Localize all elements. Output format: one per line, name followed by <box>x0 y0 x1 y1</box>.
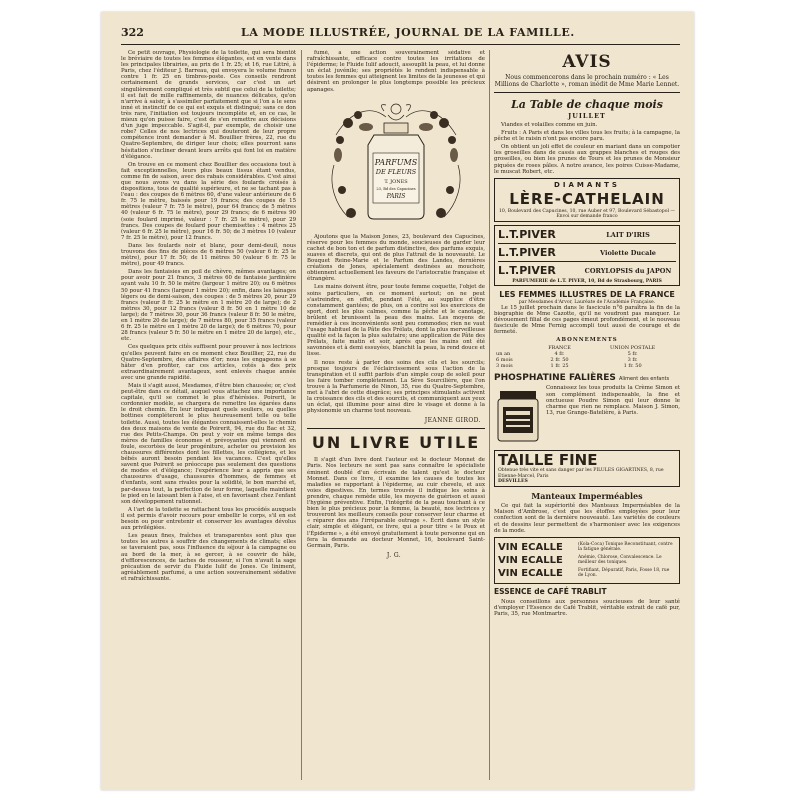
article-paragraph: Les peaux fines, fraîches et transparentes sont plus que toutes les autres à souffrir des changements de climats; elles se taveraient pas, sous l'influence du séjour à la campagne ou au bord de la mer, à se gercer, à se couvrir de hâle, d'efflorescences, de taches de rousseur, si l'on n'avait la sage précaution de servir du Fluide Iulif de Jones. Ce liniment, agréablement parfumé, a une action souverainement sédative et rafraîchissante. <box>121 533 296 582</box>
article-paragraph: Dans les fantaisies en poil de chèvre, mêmes avantages; on pour avoir pour 21 francs, 3 mètres 60 de fantaisie jardinière ayant valu 10 fr. 50 le mètre (largeur 1 mètre 20); ou 6 mètres 50 pour 41 francs (largeur 1 mètre 20); enfin, dans les lainages légers ou de demi-saison, des coupes : de 5 mètres 20, pour 29 francs (valeur 8 fr. 25 le mètre en 1 mètre 20 de large); de 2 mètres 30, pour 12 francs (valeur 8 fr. 50 en 1 mètre 10 de large); de 7 mètres 30, pour 36 francs (valeur 8 fr. 50 le mètre, en 1 mètre 20 de large); de 7 mètres 80, pour 35 francs (valeur 6 fr. 25 le mètre en 1 mètre 20 de large); de 6 mètres 70, pour 28 francs (valeur 5 fr. 50 le mètre en 1 mètre 20 de large), etc., etc. <box>121 269 296 343</box>
ad-brand: L.T.PIVER <box>498 246 556 260</box>
ad-address: 10, Boulevard des Capucines, 10, rue Auber et 97, Boulevard Sébastopol — Envoi sur demande franco <box>498 208 676 220</box>
ad-product: CORYLOPSIS du JAPON <box>584 266 672 275</box>
vin-row <box>498 555 676 566</box>
month-label: JUILLET <box>568 112 606 120</box>
ad-brand: VIN ECALLE <box>498 567 563 579</box>
vin-row <box>498 542 676 553</box>
ad-text: Obtenue très vite et sans danger par les PILULES GIGARTINES, 8, rue Etienne-Marcel, Paris <box>498 468 664 479</box>
abonnements-title: ABONNEMENTS <box>556 337 618 344</box>
column-header: FRANCE <box>548 345 571 352</box>
phosphatine-ad <box>494 373 680 383</box>
piver-row <box>498 261 676 279</box>
ad-brand: VIN ECALLE <box>498 554 563 566</box>
article-paragraph: Ajoutons que la Maison Jones, 23, boulevard des Capucines, réserve pour les femmes du monde, soucieuses de garder leur cachet de bon ton et de parfum distinctive, des parfums exquis, suaves et discrets, qui ont de plus l'attrait de la nouveauté. Le Bouquet Reine-Marie et le Parfum des Landes, dernières créations de Jones, spécialement destinées au mouchoir, obtiennent actuellement les faveurs de l'aristocratie française et étrangère. <box>307 233 485 283</box>
ad-maker: DESVILLES <box>498 479 528 484</box>
section-title: UN LIVRE UTILE <box>311 433 481 453</box>
article-paragraph: Le 15 juillet prochain dans le fascicule n°6 paraîtra la fin de la biographie de Mme Cazotte, qu'il ne voudront pas manquer. Le dévouement filial de ces pages émeut profondément, et le nouveau fascicule de Mme Fernig accompli tout aussi de courage et de fermeté. <box>494 304 680 336</box>
column-2 <box>307 50 485 780</box>
ad-brand: L.T.PIVER <box>498 228 556 242</box>
table-cell: 1 fr. 50 <box>623 363 642 370</box>
ad-brand: TAILLE FINE <box>498 451 598 470</box>
article-paragraph: On trouve en ce moment chez Bouillier des occasions tout à fait exceptionnelles, leurs plus beaux tissus étant vendus, comme fin de saison, avec des rabais considérables. C'est ainsi que nous avons vu dans la série des foulards croisés à dispositions, tous de qualité supérieure, et ne se tachant pas à l'eau : des coupes de 6 mètres 60, d'une valeur antérieure de 6 fr. 75 le mètre, baissés pour 19 francs; des coupes de 15 mètres (valeur 7 fr. 75 le mètre), pour 64 francs; de 5 mètres 40 (valeur 6 fr. 75 le mètre), pour 29 francs; de 6 mètres 90 (soie foulard imprimé, valeur : 7 fr. 25 le mètre), pour 29 francs. Des coupes de foulard pour chemisettes : 4 mètres 25 (valeur 6 fr. 25 le mètre), pour 16 fr. 50; de 3 mètres 10 (valeur 7 fr. 25 le mètre), pour 12 francs. <box>121 161 296 241</box>
table-of-month-title: La Table de chaque mois <box>511 98 663 111</box>
column-divider <box>489 50 490 780</box>
section-divider <box>307 428 485 429</box>
section-divider <box>494 92 680 93</box>
piver-row <box>498 226 676 243</box>
ad-text: Fortifiant, Dépuratif, Paris, Fosse 18, rue de Lyon. <box>578 568 670 579</box>
perfume-bottle-illustration <box>326 95 466 230</box>
table-cell: un an <box>496 351 511 358</box>
article-signature: J. G. <box>386 551 402 559</box>
bottle-label-line: 23, Bd des Capucines <box>376 186 416 191</box>
column-header: UNION POSTALE <box>610 345 656 352</box>
ad-footer: PARFUMERIE de L.T. PIVER, 10, Bd de Strasbourg, PARIS <box>512 279 662 285</box>
vin-row <box>498 568 676 579</box>
table-cell: 2 fr. 50 <box>550 357 569 364</box>
article-paragraph: Ce petit ouvrage, Physiologie de la toilette, qui sera bientôt le bréviaire de toutes les femmes élégantes, est en vente dans les principales librairies, au prix de 1 fr. 25; et 16, rue Littré, à Paris, chez l'éditeur J. Barreau, qui envoyera le volume franco contre 1 fr. 25 en timbres-poste. Ces conseils rendront certainement de grands services, car c'est un art singulièrement compliqué et très subtil que celui de la toilette; il est fait de mille raffinements, de nuances délicates, qu'on n'arrive à saisir, à s'assimiler parfaitement que si l'on a le sens inné et instinctif de ce qui est exquis et distingué; sans ce don très rare, l'initiation est toujours incomplète et, en ce cas, le mieux qu'on puisse faire, c'est de s'en remettre aux décisions d'un juge impeccable. S'agit-il, par exemple, de choisir une robe? Celles de nos lectrices qui douteront de leur propre compétence iront demander à M. Bouillier frères, 22, rue du Quatre-Septembre, de diriger leur choix; elles pourront sans hésitation s'incliner devant leurs arrêts qui font loi en matière d'élégance. <box>121 50 296 160</box>
table-cell: 5 fr. <box>627 351 638 358</box>
article-paragraph: Les mains doivent être, pour toute femme coquette, l'objet de soins particuliers, en ce moment surtout; on ne peut s'astreindre, en effet, pendant l'été, au supplice d'être constamment gantées; de plus, on a contre soi les exercices de sport, dont les plus calmes, comme la pêche et le canotage, brûlent et brunissent la peau des mains. Les moyens de remédier à ces inconvénients sont peu commodes; rien ne vaut l'usage habituel de la Pâte des Prélats, dont la plus merveilleuse qualité est la façon la plus salutaire; une application de Pâte des Prélats, faite matin et soir, après que les mains ont été savonnées et à demi essuyées, blanchit la peau, la rend douce et lisse. <box>307 284 485 358</box>
piver-row <box>498 243 676 261</box>
abonnements-table <box>494 345 680 369</box>
manteaux-title: Manteaux Imperméables <box>531 491 643 502</box>
taille-fine-ad <box>494 450 680 487</box>
article-paragraph: Mais il s'agit aussi, Mesdames, d'être bien chaussée; or, c'est peut-être dans ce détail, auquel vous attachez une importance capitale, qu'il se commet le plus d'hérésies. Poirerit, le cordonnier modèle, se chargera de remettre les égarées dans le droit chemin. En leur indiquant quels souliers, ou quelles bottines compléteront le plus heureusement telle ou telle toilette. Aussi, toutes les élégantes connaissent-elles le chemin des deux maisons de vente de Poirerit, 94, rue du Bac et 32, rue des Petits-Champs. On peut y voir en même temps des mères de familles économes et prévoyantes qui viennent en foule, escortées de leur progéniture, acheter ou provision les chaussures différentes dont les fillettes, les collégiens, et les bébés auront besoin pendant les vacances. C'est qu'elles savent que Poirerit se préoccupe pas seulement des questions de modes et d'élégance; l'expérience leur a appris que ses chaussures d'usage, chaussures d'hommes, de femmes et d'enfants, sont sans rivales pour la solidité, le bon marché et, par-dessus tout, la perfection de leur forme, laquelle maintient le pied en le laissant bien à l'aise, et en favorisant chez l'enfant son développement rationnel. <box>121 382 296 505</box>
ad-product: Violette Ducale <box>600 248 656 257</box>
ad-text: Connaissez les tous produits la Crème Simon et son complément indispensable, la fine et onctueuse Poudre Simon qui leur donne le charme que rien ne remplace. Maison J. Simon, 13, rue Grange-Batelière, à Paris. <box>546 385 680 416</box>
article-paragraph: fumé, a une action souverainement sédative et rafraîchissante, efficace contre toutes les irritations de l'épiderme; le Fluide Iulif adoucit, assouplit la peau, et lui donne un éclat juvénile; ses propriétés le rendent indispensable à toutes les femmes qui atteignent les limites de la jeunesse et qui désirent en prolonger le plus longtemps possible les précieux apanages. <box>307 50 485 93</box>
ad-brand: VIN ECALLE <box>498 541 563 553</box>
article-paragraph: Dans les foulards noir et blanc, pour demi-deuil, nous trouvons des fins de pièces de 6 mètres 50 (valeur 6 fr. 25 le mètre), pour 17 fr. 50; de 11 mètres 50 (valeur 6 fr. 75 le mètre), pour 49 francs. <box>121 242 296 268</box>
bottle-label-line: T. JONES <box>384 178 408 185</box>
page-number: 322 <box>121 26 144 39</box>
ad-brand: PHOSPHATINE FALIÈRES <box>494 373 616 384</box>
avis-title: AVIS <box>562 52 612 72</box>
journal-title: LA MODE ILLUSTRÉE, JOURNAL DE LA FAMILLE. <box>241 26 575 39</box>
avis-text: Nous commencerons dans le prochain numéro : « Les Millions de Charlotte », roman inédit de Mme Marie Lennet. <box>494 74 680 88</box>
article-paragraph: Il nous reste à parler des soins des cils et les sourcils; presque toujours de l'éclaircissement sous l'action de la transpiration et il suffit parfois d'un simple coup de soleil pour les faire tomber complètement. La Sève Sourcilière, que l'on trouve à la Parfumerie de Ninon, 35, rue du Quatre-Septembre, met à l'abri de cette disgrâce; ses principes stimulants activent la croissance des cils et des sourcils, et communiquent aux yeux un éclat, qui illumine pour ainsi dire le visage et donne à la physionomie un charme tout nouveau. <box>307 359 485 415</box>
vin-ecalle-ad <box>494 537 680 584</box>
ad-text: (Kola-Coca) Tonique Reconstituant, contre la fatigue générale. <box>578 542 673 553</box>
ad-product: LAIT D'IRIS <box>606 230 650 239</box>
simon-ad <box>494 385 680 415</box>
femmes-illustres-subtitle: par Mesdames d'Arvor, Lauréate de l'Académie Française. <box>518 299 656 305</box>
table-cell: 1 fr. 25 <box>550 363 569 370</box>
ad-text: Anémie, Chlorose, Convalescence. Le meilleur des toniques. <box>578 555 662 566</box>
advert-lere-cathelain <box>494 178 680 223</box>
article-paragraph: A l'art de la toilette se rattachent tous les procédés auxquels il est permis d'avoir recours pour embellir le corps, s'il en est besoin ou pour entretenir et conserver les avantages dévolus aux privilégiées. <box>121 506 296 532</box>
column-1 <box>121 50 296 780</box>
bottle-label-line: PARIS <box>386 192 406 200</box>
article-paragraph: Ces quelques prix cités suffisent pour prouver à nos lectrices qu'elles peuvent faire en ce moment chez Bouillier, 22, rue du Quatre-Septembre, des affaires d'or; nous les engageons à se hâter d'en profiter, car ces articles, cotés à des prix extraordinairement avantageux, sont enlevés chaque année avec une grande rapidité. <box>121 344 296 381</box>
column-3 <box>494 50 680 780</box>
article-paragraph: Fruits : A Paris et dans les villes tous les fruits; à la campagne, la pêche et le raisin n'ont pas encore paru. <box>494 130 680 143</box>
article-paragraph: On obtient un joli effet de couleur en mariant dans un compotier les groseilles dans de cassis aux grappes blanches et rouges des groseilles, ou bien les prunes de Tours et les prunes de Monsieur piquées de roses pâles. A notre avance, les poires Cuisse-Madame, le muscat Robert, etc. <box>494 144 680 175</box>
advert-piver <box>494 225 680 285</box>
article-paragraph: Nous conseillons aux personnes soucieuses de leur santé d'employer l'Essence de Café Trablit, véritable extrait de café pur, Paris, 35, rue Montmartre. <box>494 598 680 617</box>
article-paragraph: Ce qui fait la supériorité des Manteaux Imperméables de la Maison d'Ambrose, c'est que les étoffes employées pour leur confection sont de la dernière nouveauté. Les variétés de couleurs et de dessins leur permettent de s'harmoniser avec les exigences de la mode. <box>494 503 680 534</box>
page-header <box>121 22 680 45</box>
article-paragraph: Il s'agit d'un livre dont l'auteur est le docteur Monnet de Paris. Nos lecteurs ne sont pas sans connaître le spécialiste éminent doublé d'un écrivain de talent qu'est le docteur Monnet. Dans ce livre, il examine les causes de toutes les maladies se rapportant à l'épiderme, au cuir chevelu, et aux voies digestives. En termes trouvés il indique les soins à prendre, chaque remède utile, les moyens de guérison et aussi l'hygiène préventive. Enfin, l'intégrité de la peau touchant à ce bien le plus précieux pour la femme, la beauté, nos lectrices y trouveront les meilleurs conseils pour conserver leur charme et « réparer des ans l'irréparable outrage ». Écrit dans un style clair, simple et élégant, ce livre, qui a pour titre « le Poux et l'Épiderme », a été envoyé gratuitement à toute personne qui en fera la demande au docteur Monnet, 16, boulevard Saint-Germain, Paris. <box>307 457 485 549</box>
table-cell: 3 mois <box>496 363 513 370</box>
newspaper-page <box>101 12 694 790</box>
cream-jar-icon <box>494 385 542 445</box>
ad-brand: L.T.PIVER <box>498 264 556 278</box>
bottle-label-line: DE FLEURS <box>375 167 417 176</box>
ad-brand: LÈRE-CATHELAIN <box>509 189 665 208</box>
column-divider <box>301 50 302 780</box>
table-row <box>494 363 680 369</box>
ad-kicker: DIAMANTS <box>554 180 620 189</box>
bottle-label-line: PARFUMS <box>374 157 418 167</box>
article-paragraph: Viandes et volailles comme en juin. <box>501 122 598 128</box>
article-signature: JEANNE GIROD. <box>424 417 481 425</box>
ad-tagline: Aliment des enfants <box>618 376 670 383</box>
essence-cafe-title: ESSENCE de CAFÉ TRABLIT <box>494 586 607 596</box>
table-cell: 3 fr. <box>627 357 638 364</box>
table-cell: 4 fr. <box>554 351 565 358</box>
femmes-illustres-title: LES FEMMES ILLUSTRES DE LA FRANCE <box>499 289 675 299</box>
table-cell: 6 mois <box>496 357 513 364</box>
